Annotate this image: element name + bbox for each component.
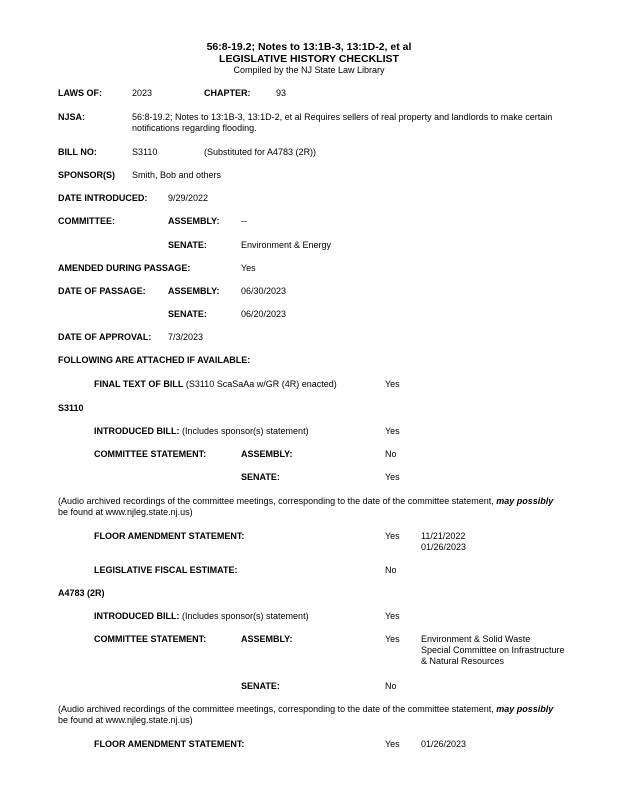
s3110-fiscal-value: No — [385, 565, 397, 575]
audio-note-2-text: (Audio archived recordings of the committee meetings, corresponding to the date of the committee statement, — [58, 704, 497, 714]
a4783-assembly-committee-1: Environment & Solid Waste — [421, 634, 531, 644]
s3110-senate-label: SENATE: — [241, 472, 280, 482]
s3110-floor-label: FLOOR AMENDMENT STATEMENT: — [94, 531, 245, 541]
final-text-row — [94, 379, 337, 390]
njsa-label: NJSA: — [58, 112, 86, 122]
s3110-heading: S3110 — [58, 403, 84, 413]
njsa-line-2: notifications regarding flooding. — [132, 123, 257, 133]
s3110-floor-value: Yes — [385, 531, 400, 541]
committee-senate-label: SENATE: — [168, 240, 207, 250]
a4783-introduced-label: INTRODUCED BILL: — [94, 611, 180, 621]
s3110-fiscal-label: LEGISLATIVE FISCAL ESTIMATE: — [94, 565, 238, 575]
audio-note-1-line-1 — [58, 496, 553, 507]
laws-of-label: LAWS OF: — [58, 88, 102, 98]
final-text-value: Yes — [385, 379, 400, 389]
sponsors-value: Smith, Bob and others — [132, 170, 222, 180]
s3110-introduced-note: (Includes sponsor(s) statement) — [182, 426, 309, 436]
bill-no-label: BILL NO: — [58, 147, 97, 157]
substituted-note: (Substituted for A4783 (2R)) — [204, 147, 317, 157]
audio-note-1-text: (Audio archived recordings of the committee meetings, corresponding to the date of the committee statement, — [58, 496, 497, 506]
document-subtitle: LEGISLATIVE HISTORY CHECKLIST — [219, 53, 399, 65]
a4783-senate-value: No — [385, 681, 397, 691]
a4783-assembly-label: ASSEMBLY: — [241, 634, 293, 644]
final-text-note: (S3110 ScaSaAa w/GR (4R) enacted) — [185, 379, 337, 389]
a4783-senate-label: SENATE: — [241, 681, 280, 691]
njsa-line-1: 56:8-19.2; Notes to 13:1B-3, 13:1D-2, et al Requires sellers of real property and landlords to make certain — [132, 112, 553, 122]
bill-no-value: S3110 — [132, 147, 158, 157]
passage-assembly-label: ASSEMBLY: — [168, 286, 220, 296]
compiled-by: Compiled by the NJ State Law Library — [233, 65, 385, 75]
audio-note-2-line-2: be found at www.njleg.state.nj.us) — [58, 715, 193, 725]
a4783-assembly-value: Yes — [385, 634, 400, 644]
s3110-committee-label: COMMITTEE STATEMENT: — [94, 449, 207, 459]
s3110-floor-date-2: 01/26/2023 — [421, 542, 467, 552]
audio-note-1-emphasis: may possibly — [496, 496, 554, 506]
audio-note-2-emphasis: may possibly — [496, 704, 554, 714]
a4783-floor-label: FLOOR AMENDMENT STATEMENT: — [94, 739, 245, 749]
approval-label: DATE OF APPROVAL: — [58, 332, 152, 342]
a4783-assembly-committee-3: & Natural Resources — [421, 656, 505, 666]
passage-senate-value: 06/20/2023 — [241, 309, 287, 319]
a4783-introduced-note: (Includes sponsor(s) statement) — [182, 611, 309, 621]
attached-heading: FOLLOWING ARE ATTACHED IF AVAILABLE: — [58, 355, 251, 365]
a4783-assembly-committee-2: Special Committee on Infrastructure — [421, 645, 565, 655]
s3110-assembly-value: No — [385, 449, 397, 459]
passage-assembly-value: 06/30/2023 — [241, 286, 287, 296]
amended-label: AMENDED DURING PASSAGE: — [58, 263, 191, 273]
committee-assembly-value: -- — [241, 216, 247, 226]
laws-of-value: 2023 — [132, 88, 153, 98]
sponsors-label: SPONSOR(S) — [58, 170, 116, 180]
audio-note-2-line-1 — [58, 704, 553, 715]
passage-label: DATE OF PASSAGE: — [58, 286, 146, 296]
approval-value: 7/3/2023 — [168, 332, 204, 342]
a4783-introduced-row — [94, 611, 309, 622]
a4783-floor-date: 01/26/2023 — [421, 739, 467, 749]
s3110-floor-date-1: 11/21/2022 — [421, 531, 466, 541]
s3110-introduced-value: Yes — [385, 426, 400, 436]
a4783-committee-label: COMMITTEE STATEMENT: — [94, 634, 207, 644]
passage-senate-label: SENATE: — [168, 309, 207, 319]
final-text-label: FINAL TEXT OF BILL — [94, 379, 184, 389]
committee-assembly-label: ASSEMBLY: — [168, 216, 220, 226]
a4783-heading: A4783 (2R) — [58, 588, 105, 598]
a4783-floor-value: Yes — [385, 739, 400, 749]
committee-label: COMMITTEE: — [58, 216, 115, 226]
amended-value: Yes — [241, 263, 256, 273]
s3110-introduced-label: INTRODUCED BILL: — [94, 426, 180, 436]
audio-note-1-line-2: be found at www.njleg.state.nj.us) — [58, 507, 193, 517]
date-introduced-value: 9/29/2022 — [168, 193, 209, 203]
chapter-value: 93 — [276, 88, 287, 98]
document-title: 56:8-19.2; Notes to 13:1B-3, 13:1D-2, et al — [206, 41, 412, 53]
a4783-introduced-value: Yes — [385, 611, 400, 621]
s3110-assembly-label: ASSEMBLY: — [241, 449, 293, 459]
committee-senate-value: Environment & Energy — [241, 240, 332, 250]
date-introduced-label: DATE INTRODUCED: — [58, 193, 148, 203]
chapter-label: CHAPTER: — [204, 88, 251, 98]
s3110-introduced-row — [94, 426, 309, 437]
s3110-senate-value: Yes — [385, 472, 400, 482]
